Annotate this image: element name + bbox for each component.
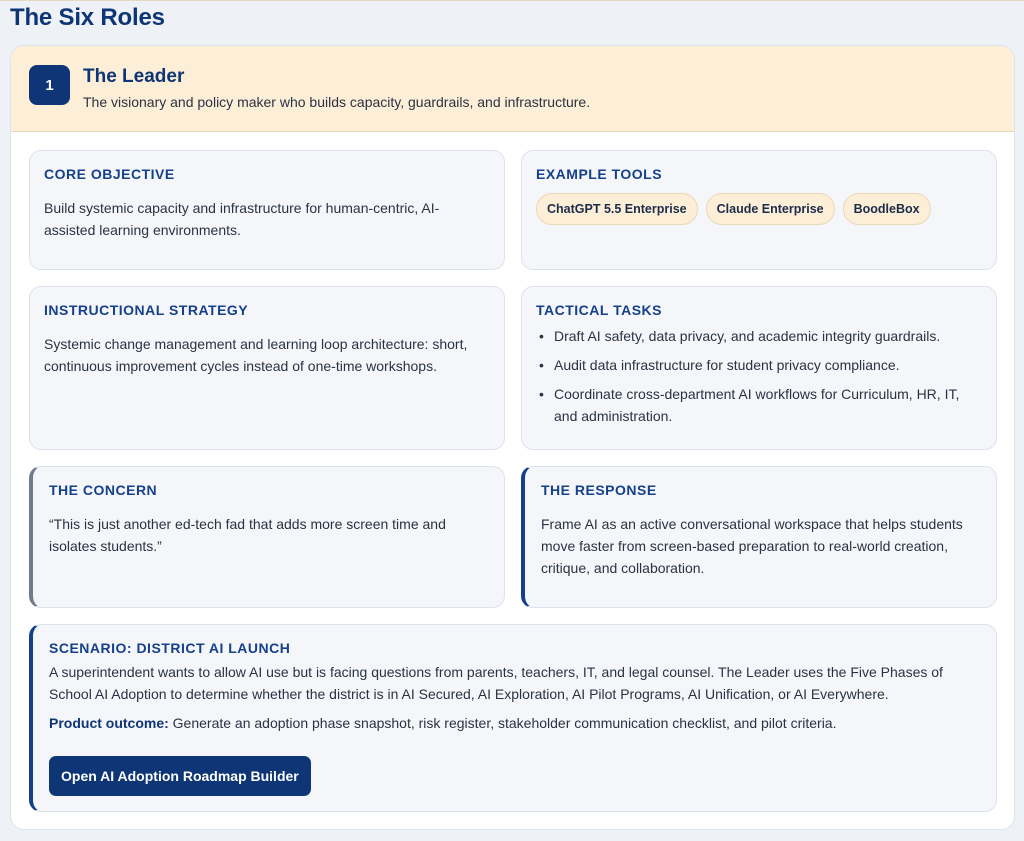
scenario-panel (29, 624, 997, 812)
role-number-badge: 1 (29, 65, 70, 105)
task-text: Draft AI safety, data privacy, and academic integrity guardrails. (554, 328, 941, 344)
concern-text: “This is just another ed-tech fad that adds more screen time and isolates students.” (49, 516, 446, 554)
list-item (536, 354, 982, 376)
core-objective-text: Build systemic capacity and infrastructure for human-centric, AI-assisted learning environments. (44, 200, 440, 238)
bullet-icon: • (539, 328, 544, 344)
scenario-text: A superintendent wants to allow AI use but is facing questions from parents, teachers, IT, and legal counsel. The Leader uses the Five Phases of School AI Adoption to determine whether the district is in AI Secured, AI Exploration, AI Pilot Programs, AI Unification, or AI Everywhere. (49, 664, 943, 702)
product-outcome-text: Generate an adoption phase snapshot, risk register, stakeholder communication checklist, and pilot criteria. (168, 715, 837, 731)
role-header (11, 46, 1014, 132)
tactical-tasks-heading: TACTICAL TASKS (536, 302, 662, 318)
role-card (10, 45, 1015, 830)
scenario-heading: SCENARIO: DISTRICT AI LAUNCH (49, 640, 291, 656)
concern-heading: THE CONCERN (49, 482, 158, 498)
core-objective-panel (29, 150, 505, 270)
response-panel (521, 466, 997, 608)
bullet-icon: • (539, 357, 544, 373)
bullet-icon: • (539, 386, 544, 402)
example-tools-panel (521, 150, 997, 270)
task-text: Audit data infrastructure for student privacy compliance. (554, 357, 900, 373)
tool-chip: ChatGPT 5.5 Enterprise (536, 193, 698, 225)
example-tools-heading: EXAMPLE TOOLS (536, 166, 663, 182)
response-heading: THE RESPONSE (541, 482, 657, 498)
tool-chip-list (536, 193, 982, 225)
instructional-strategy-text: Systemic change management and learning loop architecture: short, continuous improvement cycles instead of one-time workshops. (44, 336, 468, 374)
tool-chip: BoodleBox (843, 193, 931, 225)
concern-panel (29, 466, 505, 608)
tactical-tasks-panel (521, 286, 997, 450)
product-outcome (49, 712, 980, 734)
list-item (536, 383, 982, 427)
role-name: The Leader (83, 66, 185, 87)
tool-chip: Claude Enterprise (706, 193, 835, 225)
open-roadmap-builder-button[interactable]: Open AI Adoption Roadmap Builder (49, 756, 311, 796)
page-title: The Six Roles (10, 4, 165, 31)
core-objective-heading: CORE OBJECTIVE (44, 166, 175, 182)
response-text: Frame AI as an active conversational workspace that helps students move faster from screen-based preparation to real-world creation, critique, and collaboration. (541, 516, 963, 576)
task-text: Coordinate cross-department AI workflows for Curriculum, HR, IT, and administration. (554, 386, 960, 424)
instructional-strategy-heading: INSTRUCTIONAL STRATEGY (44, 302, 249, 318)
instructional-strategy-panel (29, 286, 505, 450)
product-outcome-label: Product outcome: (49, 715, 169, 731)
list-item (536, 325, 982, 347)
tactical-task-list (536, 325, 982, 427)
role-description: The visionary and policy maker who builds capacity, guardrails, and infrastructure. (83, 94, 591, 110)
